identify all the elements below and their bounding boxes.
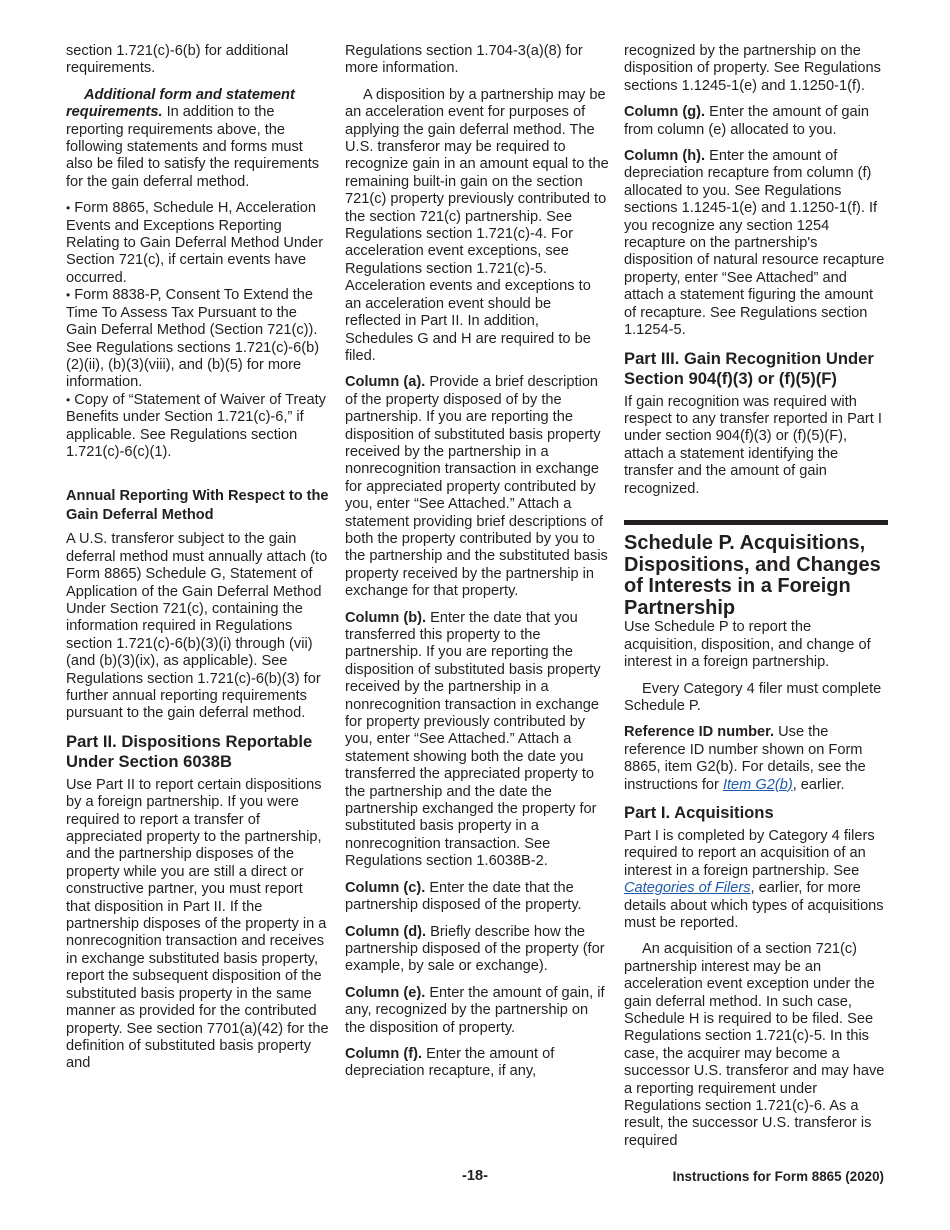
additional-requirements-paragraph: Additional form and statement requirements. In addition to the reporting requirements above, the following statements and forms must also be filed to satisfy the requirements for the gain deferral method. xyxy=(66,86,320,190)
paragraph: recognized by the partnership on the disposition of property. See Regulations sections 1.1245-1(e) and 1.1250-1(f). xyxy=(624,43,881,94)
run-in-heading: Column (e). xyxy=(345,984,426,1001)
column-3 xyxy=(624,43,888,1159)
column-a-paragraph: Column (a). Provide a brief description of the property disposed of by the partnership. If you are reporting the disposition of substituted basis property received by the partnership in a nonrecognition transaction in exchange for appreciated property contributed by you, enter “See Attached.” Attach a statement providing brief descriptions of both the property contributed by you to the partnership and the substituted basis property received by the partnership in exchange for that property. xyxy=(345,374,608,600)
section-heading-part-iii: Part III. Gain Recognition Under Section 904(f)(3) or (f)(5)(F) xyxy=(624,348,874,388)
column-g-paragraph: Column (g). Enter the amount of gain from column (e) allocated to you. xyxy=(624,104,869,138)
paragraph: Use Part II to report certain dispositions by a foreign partnership. If you were required to report a transfer of appreciated property to the partnership, and the partnership disposes of the property while you are still a direct or constructive partner, you must report that disposition in Part II. If the partnership disposes of the property in a nonrecognition transaction and receives in exchange substituted basis property, report the subsequent disposition of the substituted basis property in the same manner as provided for the contributed property. See section 7701(a)(42) for the definition of substituted basis property and xyxy=(66,776,329,1072)
paragraph: An acquisition of a section 721(c) partnership interest may be an acceleration event exception under the gain deferral method. In such case, Schedule H is required to be filed. See Regulations section 1.721(c)-5. In this case, the acquirer may become a successor U.S. transferor and may have a reporting requirement under Regulations section 1.721(c)-6. As a result, the successor U.S. transferor is required xyxy=(624,941,885,1149)
bullet-item: • Copy of “Statement of Waiver of Treaty Benefits under Section 1.721(c)-6,” if applicable. See Regulations section 1.721(c)-6(c)(1). xyxy=(66,391,326,460)
part-i-paragraph: Part I is completed by Category 4 filers required to report an acquisition of an interest in a foreign partnership. See Categories of Filers, earlier, for more details about which types of acquisitions must be reported. xyxy=(624,827,884,931)
item-g2b-link[interactable]: Item G2(b) xyxy=(722,776,793,793)
run-in-heading: Column (h). xyxy=(624,148,706,165)
categories-of-filers-link[interactable]: Categories of Filers xyxy=(624,880,751,897)
bullet-item: • Form 8838-P, Consent To Extend the Time To Assess Tax Pursuant to the Gain Deferral Method (Section 721(c)). See Regulations sections 1.721(c)-6(b)(2)(ii), (b)(3)(viii), and (b)(5) for more information. xyxy=(66,287,320,391)
paragraph: A disposition by a partnership may be an acceleration event for purposes of applying the gain deferral method. The U.S. transferor may be required to recognize gain in an amount equal to the remaining built-in gain on the section 721(c) property previously contributed to the section 721(c) partnership. See Regulations section 1.721(c)-4. For acceleration event exceptions, see Regulations section 1.721(c)-5. Acceleration events and exceptions to an acceleration event should be reflected in Part II. In addition, Schedules G and H are required to be filed. xyxy=(345,86,609,364)
bullet-icon: • xyxy=(66,288,71,303)
section-heading-part-i-acquisitions: Part I. Acquisitions xyxy=(624,802,774,822)
column-e-paragraph: Column (e). Enter the amount of gain, if any, recognized by the partnership on the disposition of property. xyxy=(345,984,605,1036)
run-in-heading: Column (c). xyxy=(345,879,426,896)
paragraph: Use Schedule P to report the acquisition, disposition, and change of interest in a foreign partnership. xyxy=(624,619,871,671)
column-f-paragraph: Column (f). Enter the amount of depreciation recapture, if any, xyxy=(345,1045,555,1080)
footer-title: Instructions for Form 8865 (2020) xyxy=(672,1169,884,1184)
spacer xyxy=(624,507,888,520)
run-in-heading: Column (a). xyxy=(345,374,426,391)
run-in-heading: Additional form and statement requirements. xyxy=(66,86,295,121)
bullet-item: • Form 8865, Schedule H, Acceleration Events and Exceptions Reporting Relating to Gain Deferral Method Under Section 721(c), if certain events have occurred. xyxy=(66,200,324,286)
run-in-heading: Column (f). xyxy=(345,1045,423,1062)
paragraph: Every Category 4 filer must complete Schedule P. xyxy=(624,680,882,714)
column-d-paragraph: Column (d). Briefly describe how the partnership disposed of the property (for example, by sale or exchange). xyxy=(345,923,605,975)
run-in-heading: Column (d). xyxy=(345,923,427,940)
column-2 xyxy=(345,43,609,1090)
column-b-paragraph: Column (b). Enter the date that you transferred this property to the partnership. If you are reporting the disposition of substituted basis property received by the partnership in a nonrecognition transaction in exchange for property previously contributed by you, enter “See Attached.” Attach a statement showing both the date you transferred the appreciated property to the partnership and the date the partnership exchanged the property for substituted basis property in a nonrecognition transaction. See Regulations section 1.6038B-2. xyxy=(345,609,601,870)
paragraph: A U.S. transferor subject to the gain deferral method must annually attach (to Form 8865) Schedule G, Statement of Application of the Gain Deferral Method Under Section 721(c), containing the information required in Regulations section 1.721(c)-6(b)(3)(i) through (vii) (and (b)(3)(ix), as applicable). See Regulations section 1.721(c)-6(b)(3) for further annual reporting requirements pursuant to the gain deferral method. xyxy=(66,531,328,722)
page-number: -18- xyxy=(462,1168,488,1184)
column-h-paragraph: Column (h). Enter the amount of depreciation recapture from column (f) allocated to you. See Regulations sections 1.1245-1(e) and 1.1250-1(f). If you recognize any section 1254 recapture on the partnership's disposition of natural resource recapture property, enter “See Attached” and attach a statement figuring the amount of recapture. See Regulations section 1.1254-5. xyxy=(624,148,885,339)
section-heading-part-ii: Part II. Dispositions Reportable Under Section 6038B xyxy=(66,731,313,771)
section-heading-annual-reporting: Annual Reporting With Respect to the Gain Deferral Method xyxy=(66,488,329,524)
column-c-paragraph: Column (c). Enter the date that the partnership disposed of the property. xyxy=(345,879,582,914)
paragraph: If gain recognition was required with respect to any transfer reported in Part I under section 904(f)(3) or (f)(5)(F), attach a statement identifying the transfer and the amount of gain recognized. xyxy=(624,393,882,497)
bullet-icon: • xyxy=(66,392,71,407)
run-in-heading: Column (g). xyxy=(624,104,706,121)
bullet-icon: • xyxy=(66,201,71,216)
schedule-p-heading: Schedule P. Acquisitions, Dispositions, and Changes of Interests in a Foreign Partnership xyxy=(624,520,888,619)
column-1 xyxy=(66,43,330,1082)
reference-id-paragraph: Reference ID number. Use the reference ID number shown on Form 8865, item G2(b). For details, see the instructions for Item G2(b), earlier. xyxy=(624,724,866,793)
run-in-heading: Reference ID number. xyxy=(624,724,775,741)
paragraph: Regulations section 1.704-3(a)(8) for more information. xyxy=(345,43,583,77)
paragraph: section 1.721(c)-6(b) for additional requirements. xyxy=(66,43,289,77)
run-in-heading: Column (b). xyxy=(345,609,427,626)
